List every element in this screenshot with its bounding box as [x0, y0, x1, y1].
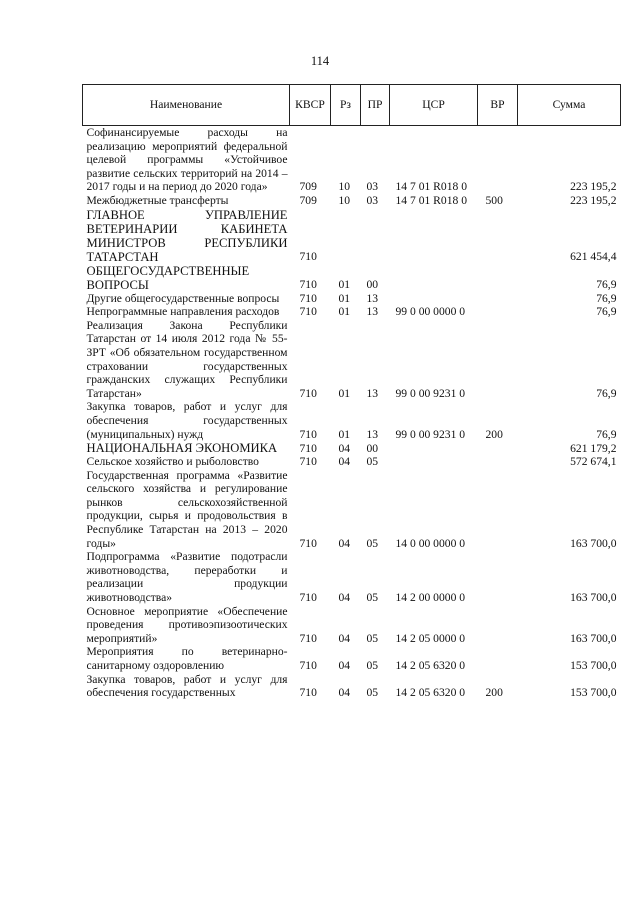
row-rz: 04 — [338, 441, 351, 455]
row-rz: 01 — [338, 305, 351, 319]
row-kvsr: 710 — [299, 455, 317, 469]
row-sum: 76,9 — [596, 427, 617, 441]
row-csr: 99 0 00 0000 0 — [395, 305, 466, 319]
row-pr: 05 — [366, 686, 379, 700]
row-name: Государственная программа «Развитие сельского хозяйства и регулирование рынков сельскохозяйственной продукции, сырья и продовольствия в Республике Татарстан на 2013 – 2020 годы» — [86, 468, 288, 550]
row-rz: 01 — [338, 277, 351, 291]
row-vr — [478, 126, 518, 194]
row-name: Основное мероприятие «Обеспечение проведения противоэпизоотических мероприятий» — [86, 604, 288, 645]
row-name: ГЛАВНОЕ УПРАВЛЕНИЕ ВЕТЕРИНАРИИ КАБИНЕТА МИНИСТРОВ РЕСПУБЛИКИ ТАТАРСТАН — [86, 207, 288, 264]
row-sum: 572 674,1 — [570, 455, 617, 469]
header-sum: Сумма — [518, 85, 621, 126]
table-row — [83, 673, 621, 700]
row-name: Межбюджетные трансферты — [86, 193, 229, 207]
row-name: Сельское хозяйство и рыболовство — [86, 455, 259, 469]
row-pr: 05 — [366, 536, 379, 550]
row-csr: 99 0 00 9231 0 — [395, 386, 466, 400]
row-csr — [390, 292, 478, 306]
row-pr: 03 — [366, 193, 379, 207]
row-vr — [478, 550, 518, 604]
row-pr — [361, 208, 390, 264]
row-vr — [478, 264, 518, 292]
row-pr: 05 — [366, 631, 379, 645]
row-vr — [478, 645, 518, 672]
row-pr: 05 — [366, 659, 379, 672]
row-sum: 76,9 — [596, 291, 617, 305]
row-pr: 13 — [366, 291, 379, 305]
row-sum: 153 700,0 — [570, 659, 617, 672]
row-sum: 223 195,2 — [570, 180, 617, 194]
row-kvsr: 710 — [299, 536, 317, 550]
row-csr: 14 7 01 R018 0 — [395, 180, 467, 194]
row-vr: 500 — [485, 193, 503, 207]
row-name: Закупка товаров, работ и услуг для обеспечения государственных — [86, 672, 288, 700]
row-sum: 163 700,0 — [570, 536, 617, 550]
row-pr: 05 — [366, 455, 379, 469]
table-body — [83, 126, 621, 700]
row-pr: 00 — [366, 441, 379, 455]
table-row — [83, 455, 621, 469]
row-csr: 99 0 00 9231 0 — [395, 427, 466, 441]
row-kvsr: 710 — [299, 305, 317, 319]
row-sum: 163 700,0 — [570, 631, 617, 645]
row-sum: 621 454,4 — [570, 249, 617, 263]
header-pr: ПР — [361, 85, 390, 126]
table-row — [83, 605, 621, 646]
row-vr: 200 — [485, 686, 503, 700]
row-name: Другие общегосударственные вопросы — [86, 291, 280, 305]
table-row — [83, 264, 621, 292]
budget-table — [82, 84, 621, 700]
row-csr — [390, 455, 478, 469]
row-vr — [478, 455, 518, 469]
table-row — [83, 550, 621, 604]
row-rz: 04 — [338, 591, 351, 605]
row-sum: 621 179,2 — [570, 441, 617, 455]
row-name: НАЦИОНАЛЬНАЯ ЭКОНОМИКА — [86, 441, 278, 456]
row-rz: 10 — [338, 180, 351, 194]
row-pr: 13 — [366, 427, 379, 441]
row-sum: 223 195,2 — [570, 193, 617, 207]
table-row — [83, 645, 621, 672]
row-vr — [478, 319, 518, 401]
header-vr: ВР — [478, 85, 518, 126]
row-kvsr: 709 — [299, 193, 317, 207]
row-name: Мероприятия по ветеринарно-санитарному оздоровлению — [86, 645, 288, 672]
table-row — [83, 441, 621, 455]
row-csr — [390, 264, 478, 292]
header-name: Наименование — [83, 85, 290, 126]
row-rz: 04 — [338, 631, 351, 645]
row-rz: 01 — [338, 291, 351, 305]
row-sum: 76,9 — [596, 386, 617, 400]
row-vr — [478, 305, 518, 319]
row-kvsr: 710 — [299, 291, 317, 305]
row-kvsr: 710 — [299, 659, 317, 672]
row-kvsr: 710 — [299, 386, 317, 400]
row-rz: 01 — [338, 386, 351, 400]
row-pr: 00 — [366, 277, 379, 291]
row-sum: 163 700,0 — [570, 591, 617, 605]
row-name: Реализация Закона Республики Татарстан от 14 июля 2012 года № 55-ЗРТ «Об обязательном государственном страховании государственных гражданских служащих Республики Татарстан» — [86, 318, 288, 400]
row-sum: 76,9 — [596, 277, 617, 291]
table-row — [83, 292, 621, 306]
row-pr: 13 — [366, 305, 379, 319]
row-kvsr: 710 — [299, 631, 317, 645]
row-pr: 05 — [366, 591, 379, 605]
header-csr: ЦСР — [390, 85, 478, 126]
row-name: Закупка товаров, работ и услуг для обеспечения государственных (муниципальных) нужд — [86, 400, 288, 441]
row-vr: 200 — [485, 427, 503, 441]
row-csr — [390, 208, 478, 264]
table-row — [83, 194, 621, 208]
row-name: Непрограммные направления расходов — [86, 305, 280, 319]
row-rz: 10 — [338, 193, 351, 207]
page-number: 114 — [310, 54, 330, 68]
header-kvsr: КВСР — [290, 85, 331, 126]
row-kvsr: 710 — [299, 277, 317, 291]
row-name: Софинансируемые расходы на реализацию мероприятий федеральной целевой программы «Устойчивое развитие сельских территорий на 2014 – 2017 годы и на период до 2020 года» — [86, 126, 288, 194]
row-rz: 04 — [338, 536, 351, 550]
table-row — [83, 305, 621, 319]
row-vr — [478, 469, 518, 551]
row-kvsr: 710 — [299, 441, 317, 455]
header-rz: Рз — [331, 85, 361, 126]
row-rz: 04 — [338, 455, 351, 469]
row-kvsr: 710 — [299, 249, 317, 263]
row-name: ОБЩЕГОСУДАРСТВЕННЫЕ ВОПРОСЫ — [86, 263, 250, 292]
table-header-row — [83, 85, 621, 126]
row-csr: 14 7 01 R018 0 — [395, 193, 467, 207]
table-row — [83, 469, 621, 551]
row-csr: 14 2 05 6320 0 — [395, 686, 466, 700]
row-rz: 04 — [338, 686, 351, 700]
row-vr — [478, 292, 518, 306]
row-kvsr: 710 — [299, 686, 317, 700]
row-vr — [478, 441, 518, 455]
row-csr: 14 2 00 0000 0 — [395, 591, 466, 605]
row-csr: 14 2 05 0000 0 — [395, 631, 466, 645]
row-kvsr: 709 — [299, 180, 317, 194]
row-kvsr: 710 — [299, 591, 317, 605]
table-row — [83, 208, 621, 264]
row-kvsr: 710 — [299, 427, 317, 441]
row-rz: 04 — [338, 659, 351, 672]
table-row — [83, 400, 621, 441]
row-pr: 13 — [366, 386, 379, 400]
row-pr: 03 — [366, 180, 379, 194]
row-csr: 14 0 00 0000 0 — [395, 536, 466, 550]
row-sum: 76,9 — [596, 305, 617, 319]
row-name: Подпрограмма «Развитие подотрасли животноводства, переработки и реализации продукции животноводства» — [86, 550, 288, 605]
row-vr — [478, 208, 518, 264]
row-vr — [478, 605, 518, 646]
row-csr: 14 2 05 6320 0 — [395, 659, 466, 672]
row-sum: 153 700,0 — [570, 686, 617, 700]
table-row — [83, 126, 621, 194]
row-rz — [331, 208, 361, 264]
row-csr — [390, 441, 478, 455]
table-row — [83, 319, 621, 401]
row-rz: 01 — [338, 427, 351, 441]
